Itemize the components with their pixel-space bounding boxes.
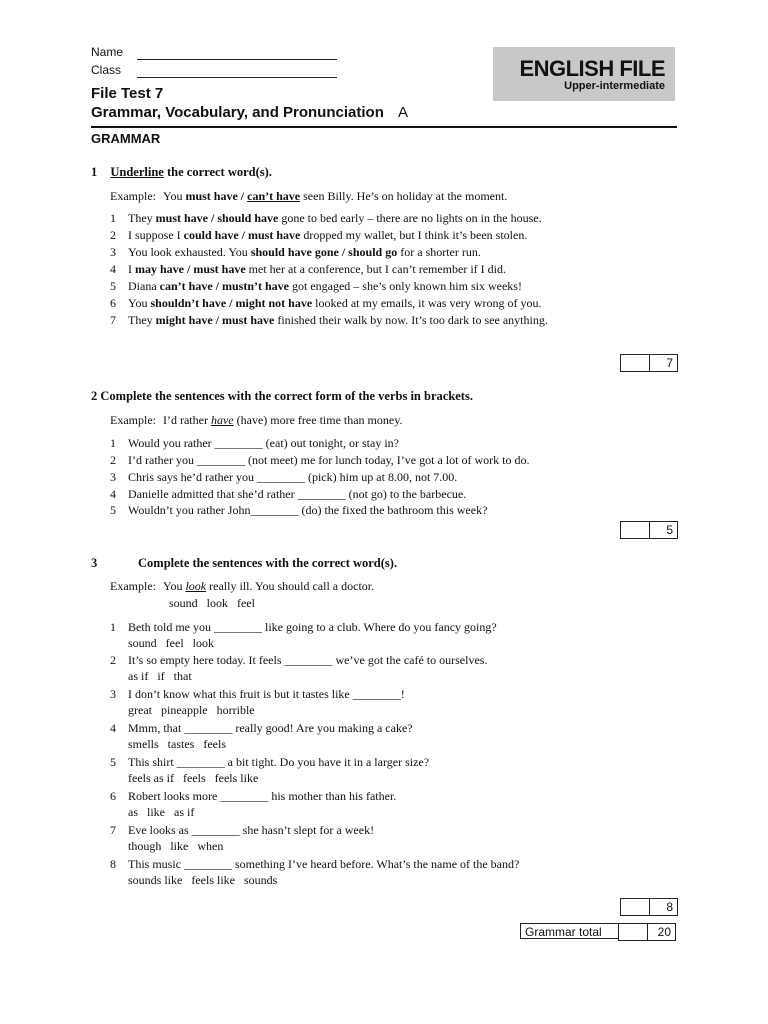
- ex1-example-post: seen Billy. He’s on holiday at the moment.: [300, 189, 508, 203]
- list-item: [0, 789, 768, 821]
- item-options[interactable]: could have / must have: [183, 228, 301, 242]
- grammar-total-label: Grammar total: [520, 923, 618, 939]
- list-item: [0, 823, 768, 855]
- item-text-pre: You: [128, 296, 151, 310]
- option: as: [128, 805, 138, 819]
- item-options[interactable]: can’t have / mustn’t have: [159, 279, 289, 293]
- option: smells: [128, 737, 159, 751]
- name-field[interactable]: [137, 46, 337, 60]
- ex1-example-pre: You: [162, 189, 186, 203]
- option: feel: [165, 636, 184, 650]
- item-text[interactable]: Eve looks as ________ she hasn’t slept for a week!: [128, 823, 375, 837]
- option: look: [206, 596, 229, 610]
- ex2-example-answer: have: [210, 413, 234, 427]
- option: if: [157, 669, 165, 683]
- item-text[interactable]: I don’t know what this fruit is but it tastes like ________!: [128, 687, 405, 701]
- item-options: [128, 703, 264, 718]
- option: feels: [182, 771, 206, 785]
- item-text[interactable]: It’s so empty here today. It feels ________ we’ve got the café to ourselves.: [128, 653, 488, 667]
- option: though: [128, 839, 162, 853]
- item-number: 2: [110, 453, 116, 467]
- option: look: [192, 636, 214, 650]
- item-number: 7: [110, 823, 116, 837]
- ex1-instruction-underlined: Underline: [110, 165, 164, 179]
- item-options: [128, 737, 235, 752]
- header-rule: [91, 126, 677, 128]
- item-number: 2: [110, 653, 116, 667]
- list-item: [0, 296, 768, 312]
- item-text-post: for a shorter run.: [397, 245, 481, 259]
- example-label: Example:: [110, 189, 156, 203]
- option: tastes: [167, 737, 195, 751]
- item-text-pre: I suppose I: [128, 228, 184, 242]
- option: feels as if: [128, 771, 174, 785]
- item-options: [128, 839, 232, 854]
- ex1-score-input[interactable]: [621, 355, 650, 371]
- list-item: [0, 620, 768, 652]
- item-options: [128, 669, 201, 684]
- item-text[interactable]: Chris says he’d rather you ________ (pick) him up at 8.00, not 7.00.: [128, 470, 458, 484]
- item-number: 5: [110, 279, 116, 293]
- list-item: [0, 453, 768, 469]
- ex2-instruction: 2 Complete the sentences with the correct form of the verbs in brackets.: [91, 389, 473, 403]
- item-number: 8: [110, 857, 116, 871]
- ex2-example-post: (have) more free time than money.: [233, 413, 403, 427]
- item-options: [128, 636, 223, 651]
- item-text[interactable]: Robert looks more ________ his mother than his father.: [128, 789, 397, 803]
- item-number: 1: [110, 211, 116, 225]
- option: pineapple: [160, 703, 208, 717]
- name-label: Name: [91, 45, 124, 59]
- item-number: 1: [110, 620, 116, 634]
- ex3-example: [110, 579, 374, 594]
- item-number: 5: [110, 755, 116, 769]
- list-item: [0, 262, 768, 278]
- ex3-example-pre: You: [162, 579, 186, 593]
- option: feel: [237, 596, 255, 610]
- ex3-example-post: really ill. You should call a doctor.: [206, 579, 375, 593]
- item-text-post: finished their walk by now. It’s too dark to see anything.: [274, 313, 548, 327]
- list-item: [0, 470, 768, 486]
- item-text[interactable]: Wouldn’t you rather John________ (do) the fixed the bathroom this week?: [128, 503, 488, 517]
- option: feels like: [214, 771, 259, 785]
- logo-title: ENGLISH FILE: [519, 56, 665, 81]
- item-number: 4: [110, 262, 116, 276]
- item-number: 4: [110, 487, 116, 501]
- ex1-score-max: 7: [666, 356, 673, 370]
- list-item: [0, 436, 768, 452]
- list-item: [0, 313, 768, 329]
- item-number: 3: [110, 470, 116, 484]
- item-text[interactable]: I’d rather you ________ (not meet) me for lunch today, I’ve got a lot of work to do.: [128, 453, 530, 467]
- grammar-total-max: 20: [657, 925, 671, 939]
- item-text-pre: You look exhausted. You: [128, 245, 251, 259]
- english-file-logo: [493, 47, 675, 101]
- list-item: [0, 503, 768, 519]
- option: like: [147, 805, 165, 819]
- ex1-number: 1: [91, 165, 98, 179]
- option: sounds: [244, 873, 278, 887]
- ex3-example-options: [169, 596, 255, 611]
- option: sound: [128, 636, 157, 650]
- item-number: 2: [110, 228, 116, 242]
- list-item: [0, 687, 768, 719]
- item-text[interactable]: Would you rather ________ (eat) out tonight, or stay in?: [128, 436, 399, 450]
- item-number: 3: [110, 687, 116, 701]
- ex3-score-box: [620, 898, 678, 916]
- option: great: [128, 703, 152, 717]
- list-item: [0, 279, 768, 295]
- ex3-number: 3: [91, 556, 98, 570]
- test-title: File Test 7: [91, 85, 164, 102]
- item-text-pre: They: [128, 211, 156, 225]
- ex3-score-input[interactable]: [621, 899, 650, 915]
- grammar-total-box: [618, 923, 676, 941]
- item-text-pre: They: [128, 313, 156, 327]
- item-options[interactable]: should have gone / should go: [250, 245, 398, 259]
- option: feels like: [191, 873, 235, 887]
- ex1-example: [110, 189, 507, 204]
- ex3-instruction-text: Complete the sentences with the correct word(s).: [138, 556, 398, 570]
- test-subtitle: [91, 104, 408, 121]
- test-subtitle-text: Grammar, Vocabulary, and Pronunciation: [91, 104, 384, 121]
- item-text[interactable]: This music ________ something I’ve heard before. What’s the name of the band?: [128, 857, 520, 871]
- item-text[interactable]: This shirt ________ a bit tight. Do you have it in a larger size?: [128, 755, 430, 769]
- list-item: [0, 653, 768, 685]
- item-text[interactable]: Danielle admitted that she’d rather ________ (not go) to the barbecue.: [128, 487, 467, 501]
- item-text-post: gone to bed early – there are no lights on in the house.: [278, 211, 542, 225]
- ex2-example: [110, 413, 402, 428]
- ex2-score-max: 5: [666, 523, 673, 537]
- option: horrible: [216, 703, 255, 717]
- item-number: 6: [110, 789, 116, 803]
- grammar-total: [520, 923, 676, 941]
- ex3-example-answer: look: [185, 579, 207, 593]
- ex3-instruction: [91, 556, 398, 571]
- item-text-post: met her at a conference, but I can’t remember if I did.: [245, 262, 506, 276]
- option: sounds like: [128, 873, 183, 887]
- item-number: 5: [110, 503, 116, 517]
- ex2-score-box: [620, 521, 678, 539]
- logo-subtitle: Upper-intermediate: [564, 80, 665, 92]
- ex1-instruction: [91, 165, 272, 180]
- option: that: [173, 669, 192, 683]
- example-label: Example:: [110, 413, 156, 427]
- item-text-post: got engaged – she’s only known him six weeks!: [288, 279, 522, 293]
- item-number: 4: [110, 721, 116, 735]
- item-text-pre: Diana: [128, 279, 160, 293]
- ex1-score-box: [620, 354, 678, 372]
- item-number: 3: [110, 245, 116, 259]
- section-heading: GRAMMAR: [91, 131, 161, 146]
- item-text[interactable]: Mmm, that ________ really good! Are you making a cake?: [128, 721, 413, 735]
- item-options: [128, 805, 203, 820]
- item-options: [128, 873, 286, 888]
- option: sound: [169, 596, 198, 610]
- item-options: [128, 771, 267, 786]
- ex1-example-opt2: can’t have: [247, 189, 301, 203]
- option: when: [197, 839, 224, 853]
- list-item: [0, 857, 768, 889]
- ex1-example-opt1: must have /: [185, 189, 248, 203]
- option: feels: [203, 737, 226, 751]
- example-label: Example:: [110, 579, 156, 593]
- list-item: [0, 721, 768, 753]
- ex2-score-input[interactable]: [621, 522, 650, 538]
- grammar-total-input[interactable]: [619, 924, 648, 940]
- item-options[interactable]: may have / must have: [135, 262, 246, 276]
- ex3-score-max: 8: [666, 900, 673, 914]
- item-text-post: looked at my emails, it was very wrong of you.: [312, 296, 542, 310]
- item-options[interactable]: might have / must have: [155, 313, 275, 327]
- option: like: [170, 839, 189, 853]
- item-text-post: dropped my wallet, but I think it’s been stolen.: [300, 228, 528, 242]
- version-letter: A: [398, 104, 409, 121]
- item-options[interactable]: must have / should have: [155, 211, 279, 225]
- ex2-example-pre: I’d rather: [162, 413, 211, 427]
- option: as if: [174, 805, 195, 819]
- item-number: 6: [110, 296, 116, 310]
- list-item: [0, 755, 768, 787]
- item-number: 7: [110, 313, 116, 327]
- list-item: [0, 487, 768, 503]
- item-text[interactable]: Beth told me you ________ like going to a club. Where do you fancy going?: [128, 620, 497, 634]
- list-item: [0, 211, 768, 227]
- ex1-instruction-rest: the correct word(s).: [163, 165, 272, 179]
- list-item: [0, 228, 768, 244]
- item-text-pre: I: [128, 262, 135, 276]
- class-field[interactable]: [137, 64, 337, 78]
- class-label: Class: [91, 63, 122, 77]
- item-number: 1: [110, 436, 116, 450]
- option: as if: [128, 669, 149, 683]
- list-item: [0, 245, 768, 261]
- item-options[interactable]: shouldn’t have / might not have: [150, 296, 313, 310]
